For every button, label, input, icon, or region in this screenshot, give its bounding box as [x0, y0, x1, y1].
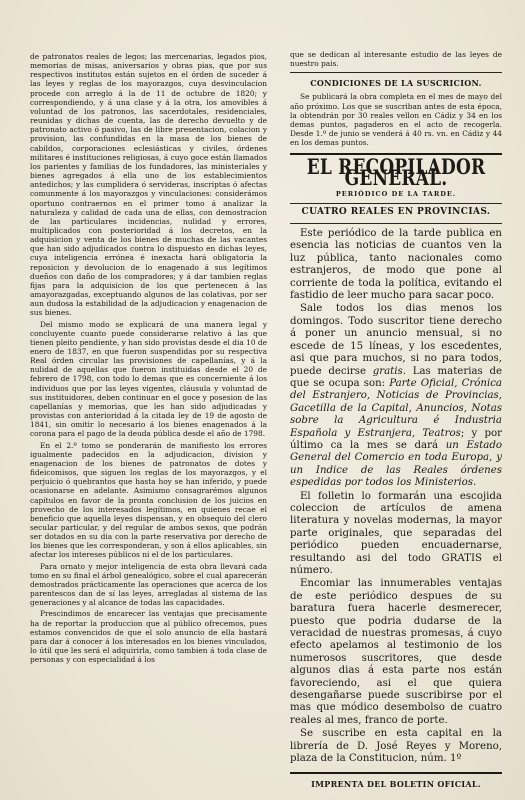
announcement-body: [290, 228, 502, 765]
announcement-paragraph-1: Este periódico de la tarde publica en esencia las noticias de cuantos ven la luz pública, tanto nacionales como estranjeros, de modo que pone al corriente de toda la política, evitando el fastidio de leer mucho para sacar poco.: [290, 228, 502, 302]
announcement-paragraph-3: El folletin lo formarán una escojida coleccion de artículos de amena literatura y novelas modernas, la mayor parte originales, que separadas del periódico pueden encuadernarse, resultando asi del todo GRATIS el número.: [290, 490, 502, 576]
periodico-subtitle: PERIÓDICO DE LA TARDE.: [335, 189, 457, 198]
p2-gratis: gratis: [372, 365, 403, 377]
left-paragraph-2: Del mismo modo se explicará de una manera legal y concluyente cuanto puede considerarse relativo á las que tienen pleito pendiente, y han sido provistas desde el dia 10 de enero de 1837, en que fueron suspendidas por su respectiva Real órden circular las provisiones de capellanías, y á la nulidad de aquellas que fueron instituidas desde el 20 de febrero de 1798, con todo lo demas que es concerniente á los individuos que por las leyes vigentes, cláusula y voluntad de sus instituidores, deben continuar en el goce y posesion de las capellanías y memorias, que les han sido adjudicadas y provistas con anterioridad á la citada ley de 19 de agosto de 1841, sin omitir lo necesario á los bienes enagenados á la corona para el pago de la deuda pública desde el año de 1798.: [30, 319, 267, 439]
conditions-text: Se publicará la obra completa en el mes de mayo del año próximo. Los que se suscriban antes de esta época, la obtendrán por 30 reales vellon en Cádiz y 34 en los demas puntos, pagaderos en el acto de recogerla. Desde 1.º de junio se venderá á 40 rs. vn. en Cádiz y 44 en los demas puntos.: [290, 92, 502, 148]
left-column: [30, 52, 267, 788]
left-paragraph-3: En el 2.º tomo se ponderarán de manifiesto los errores igualmente padecidos en la adjudicacion, division y enagenacion de los bienes de patronatos de dotes y fideicomisos, que siguen los reglas de los mayorazgos, y el perjuicio ó quebrantos que hasta hoy se han inferido, y puede ocasionarse en adelante. Asimismo consagrarémos algunos capítulos en favor de la pronta conclusion de los juicios en provecho de los interesados legítimos, en quienes recae el beneficio que aquella leyes dispensan, y en obsequio del clero secular particular, y del regular de ambos sexos, que podrán ser dotados en su dia con la parte reservativa por derecho de los bienes que les corresponderan, y son á ellos aplicables, sin afectar los intereses públicos ni el de los particulares.: [30, 440, 267, 560]
p2-text-a: Sale todos los dias menos los domingos. Todo suscritor tiene derecho á poner un anuncio mensual, si no escede de 15 líneas, y los escedentes, asi que para muchos, si no para todos, puede decirse: [290, 303, 502, 377]
p2-text-d: .: [472, 477, 477, 489]
imprenta-footer: IMPRENTA DEL BOLETIN OFICIAL.: [311, 778, 481, 788]
right-column: [290, 50, 502, 788]
p2-estado: un Estado General del Comercio en toda Europa, y un Indice de las Reales órdenes espedidas por todos los Ministerios: [290, 439, 502, 489]
masthead-title: EL RECOPILADOR GENERAL.: [306, 155, 486, 193]
left-paragraph-5: Prescindimos de encarecer las ventajas que precisamente ha de reportar la produccion que al público ofrecemos, pues estamos convencidos de que el solo anuncio de ella bastará para dar á conocer á los interesados en los bienes vinculados, lo útil que les será el adquirirla, como tambien á toda clase de personas y con especialidad á los: [30, 609, 267, 665]
announcement-paragraph-2: [290, 303, 502, 489]
divider: [290, 72, 502, 73]
p2-sections-list: Parte Oficial, Crónica del Estranjero, Noticias de Provincias, Gacetilla de la Capital, Anuncios, Notas sobre la Agricultura é Industria Española y Estranjera, Teatros: [290, 377, 502, 439]
divider-heavy: [290, 772, 502, 774]
price-headline: CUATRO REALES EN PROVINCIAS.: [301, 206, 491, 217]
conditions-title: CONDICIONES DE LA SUSCRICION.: [310, 78, 482, 89]
divider: [290, 203, 502, 204]
p2-text-b: . Las materias de que se ocupa son:: [290, 365, 502, 389]
p2-text-c: ; y por último ca la mes se dará: [290, 427, 502, 451]
right-intro: que se dedican al interesante estudio de las leyes de nuestro pais.: [290, 50, 502, 69]
left-paragraph-1: de patronatos reales de legos; las mercenarias, legados pios, memorias de misas, aniversarios y obras pias, que por sus respectivos institutos están sujetos en el órden de suceder á las leyes y reglas de los mayorazgos, cuya desvinculacion procede con arreglo á la de 11 de octubre de 1820; y correspondiendo, y á una clase y á la otra, los amovibles á voluntad de los patronos, las sacerdotales, residenciales, reunidas y dichas de cuenta, las de derecho devuelto y de patronato activo ó pasivo, las de libre presentacion, colacion y provision, las confundidas en la masa de los bienes de cabildos, corporaciones eclesiásticas y civiles, órdenes militares é instituciones religiosas, á cuyo goce están llamados los parientes y familias de los fundadores, las ministeriales y bienes agregados á ella uno de los establecimientos antedichos; y las cumplidera ó servideras, inscriptas ó afectas comunmente á los mayorazgos y vinculaciones: considerámos oportuno contraernos en el primer tomo á analizar la naturaleza y calidad de cada una de ellas, con demostracion de las particulares incidencias, nulidad y errores, multiplicados con posterioridad á los decretos, en la adquisicion y venta de los bienes de muchas de las vacantes que han sido adjudicados contra lo dispuesto en dichas leyes, cuya inteligencia errónea é inexacta hará obligatoria la reposicion y devolucion de lo enagenado á sus legítimos dueños con daño de los compradores; y á dar tambien reglas fijas para la adquisicion de los que pertenecen á las amayorazgadas, exceptuando algunos de las colativas, por ser aun dudosa la estabilidad de la adjudicacion y enagenacion de sus bienes.: [30, 52, 267, 318]
divider: [290, 223, 502, 224]
left-paragraph-4: Para ornato y mejor inteligencia de esta obra llevará cada tomo en su final el árbol genealógico, sobre el cual aparecerán demostrados prácticamente las operaciones que acerca de los parentescos dan de sí las leyes, arregladas al sistema de las generaciones y al alcance de todas las capacidades.: [30, 561, 267, 608]
announcement-paragraph-5: Se suscribe en esta capital en la librería de D. José Reyes y Moreno, plaza de la Constitucion, núm. 1º: [290, 728, 502, 765]
announcement-paragraph-4: Encomiar las innumerables ventajas de este periódico despues de su baratura fuera hacerle desmerecer, puesto que podria dudarse de la veracidad de nuestras promesas, á cuyo efecto apelamos al testimonio de los numerosos suscritores, que desde algunos dias á esta parte nos están favoreciendo, asi el que quiera desengañarse puede suscribirse por el mas que módico desembolso de cuatro reales al mes, franco de porte.: [290, 578, 502, 726]
